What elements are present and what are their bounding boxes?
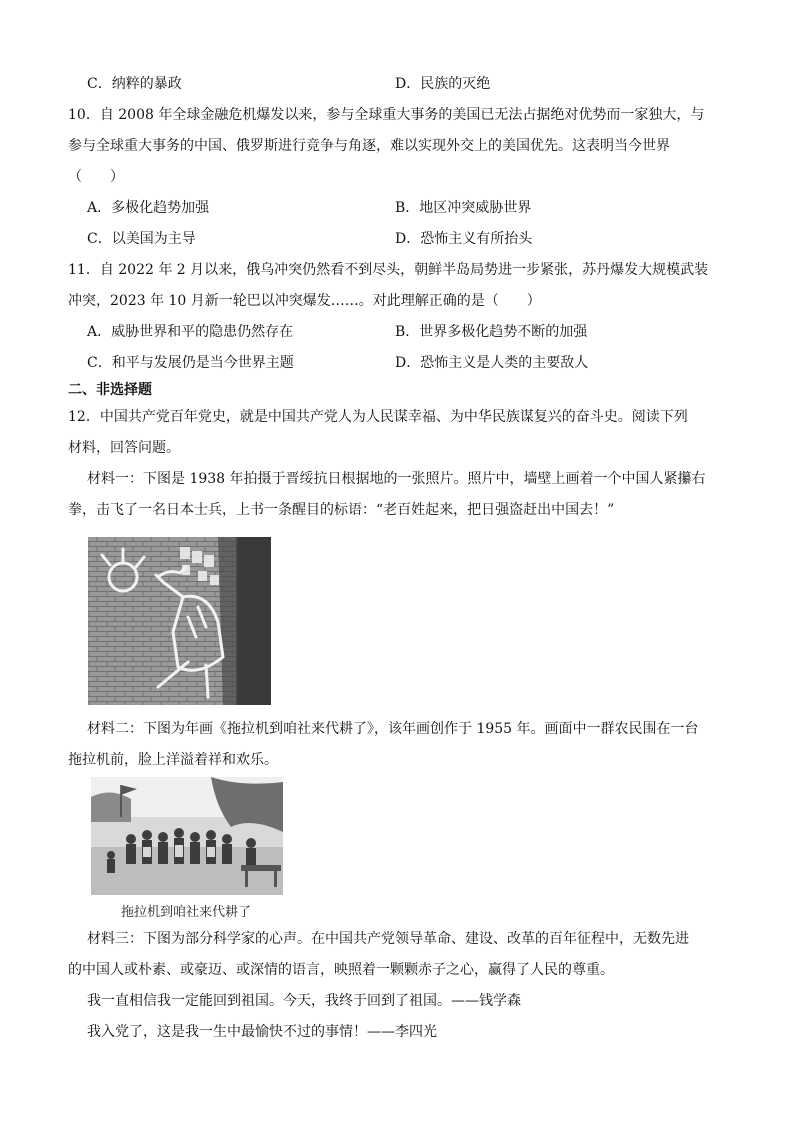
q11-stem-line2: 冲突，2023 年 10 月新一轮巴以冲突爆发……。对此理解正确的是（ ）: [68, 293, 541, 309]
material3-line2: 的中国人或朴素、或豪迈、或深情的语言，映照着一颗颗赤子之心，赢得了人民的尊重。: [68, 962, 614, 978]
quote-li-siguang: 我入党了，这是我一生中最愉快不过的事情！——李四光: [87, 1024, 437, 1040]
q11-option-a: A．威胁世界和平的隐患仍然存在: [87, 324, 294, 340]
material3-line1: 材料三：下图为部分科学家的心声。在中国共产党领导革命、建设、改革的百年征程中，无数先进: [87, 931, 689, 947]
material2-line1: 材料二：下图为年画《拖拉机到咱社来代耕了》，该年画创作于 1955 年。画面中一群农民围在一台: [87, 721, 699, 737]
quote-qian-xuesen: 我一直相信我一定能回到祖国。今天，我终于回到了祖国。——钱学森: [87, 993, 521, 1009]
section-heading: 二、非选择题: [68, 382, 152, 398]
tractor-painting: [91, 777, 283, 895]
q9-option-d: D．民族的灭绝: [395, 76, 491, 92]
mural-photo-graphic: [88, 537, 271, 705]
q12-stem-line2: 材料，回答问题。: [68, 440, 180, 456]
material1-line2: 拳，击飞了一名日本士兵，上书一条醒目的标语：“老百姓起来，把日强盗赶出中国去！”: [68, 502, 615, 518]
tractor-painting-caption: 拖拉机到咱社来代耕了: [121, 905, 252, 920]
q10-option-b: B．地区冲突威胁世界: [395, 200, 532, 216]
q11-option-d: D．恐怖主义是人类的主要敌人: [395, 355, 589, 371]
q10-option-c: C．以美国为主导: [87, 231, 196, 247]
q11-stem-line1: 11．自 2022 年 2 月以来，俄乌冲突仍然看不到尽头，朝鲜半岛局势进一步紧张，苏丹爆发大规模武装: [68, 262, 709, 278]
material2-line2: 拖拉机前，脸上洋溢着祥和欢乐。: [68, 752, 278, 768]
mural-photo: [88, 537, 271, 705]
tractor-painting-graphic: [91, 777, 283, 895]
q10-option-d: D．恐怖主义有所抬头: [395, 231, 533, 247]
q10-answer-blank: （ ）: [68, 169, 124, 185]
q10-option-a: A．多极化趋势加强: [87, 200, 210, 216]
q12-stem-line1: 12．中国共产党百年党史，就是中国共产党人为人民谋幸福、为中华民族谋复兴的奋斗史。阅读下列: [68, 409, 688, 425]
material1-line1: 材料一：下图是 1938 年拍摄于晋绥抗日根据地的一张照片。照片中，墙壁上画着一个中国人紧攥右: [87, 471, 706, 487]
q11-option-c: C．和平与发展仍是当今世界主题: [87, 355, 294, 371]
q11-option-b: B．世界多极化趋势不断的加强: [395, 324, 588, 340]
q10-stem-line1: 10．自 2008 年全球金融危机爆发以来，参与全球重大事务的美国已无法占据绝对优势而一家独大，与: [68, 107, 705, 123]
q10-stem-line2: 参与全球重大事务的中国、俄罗斯进行竞争与角逐，难以实现外交上的美国优先。这表明当今世界: [68, 138, 670, 154]
q9-option-c: C．纳粹的暴政: [87, 76, 182, 92]
